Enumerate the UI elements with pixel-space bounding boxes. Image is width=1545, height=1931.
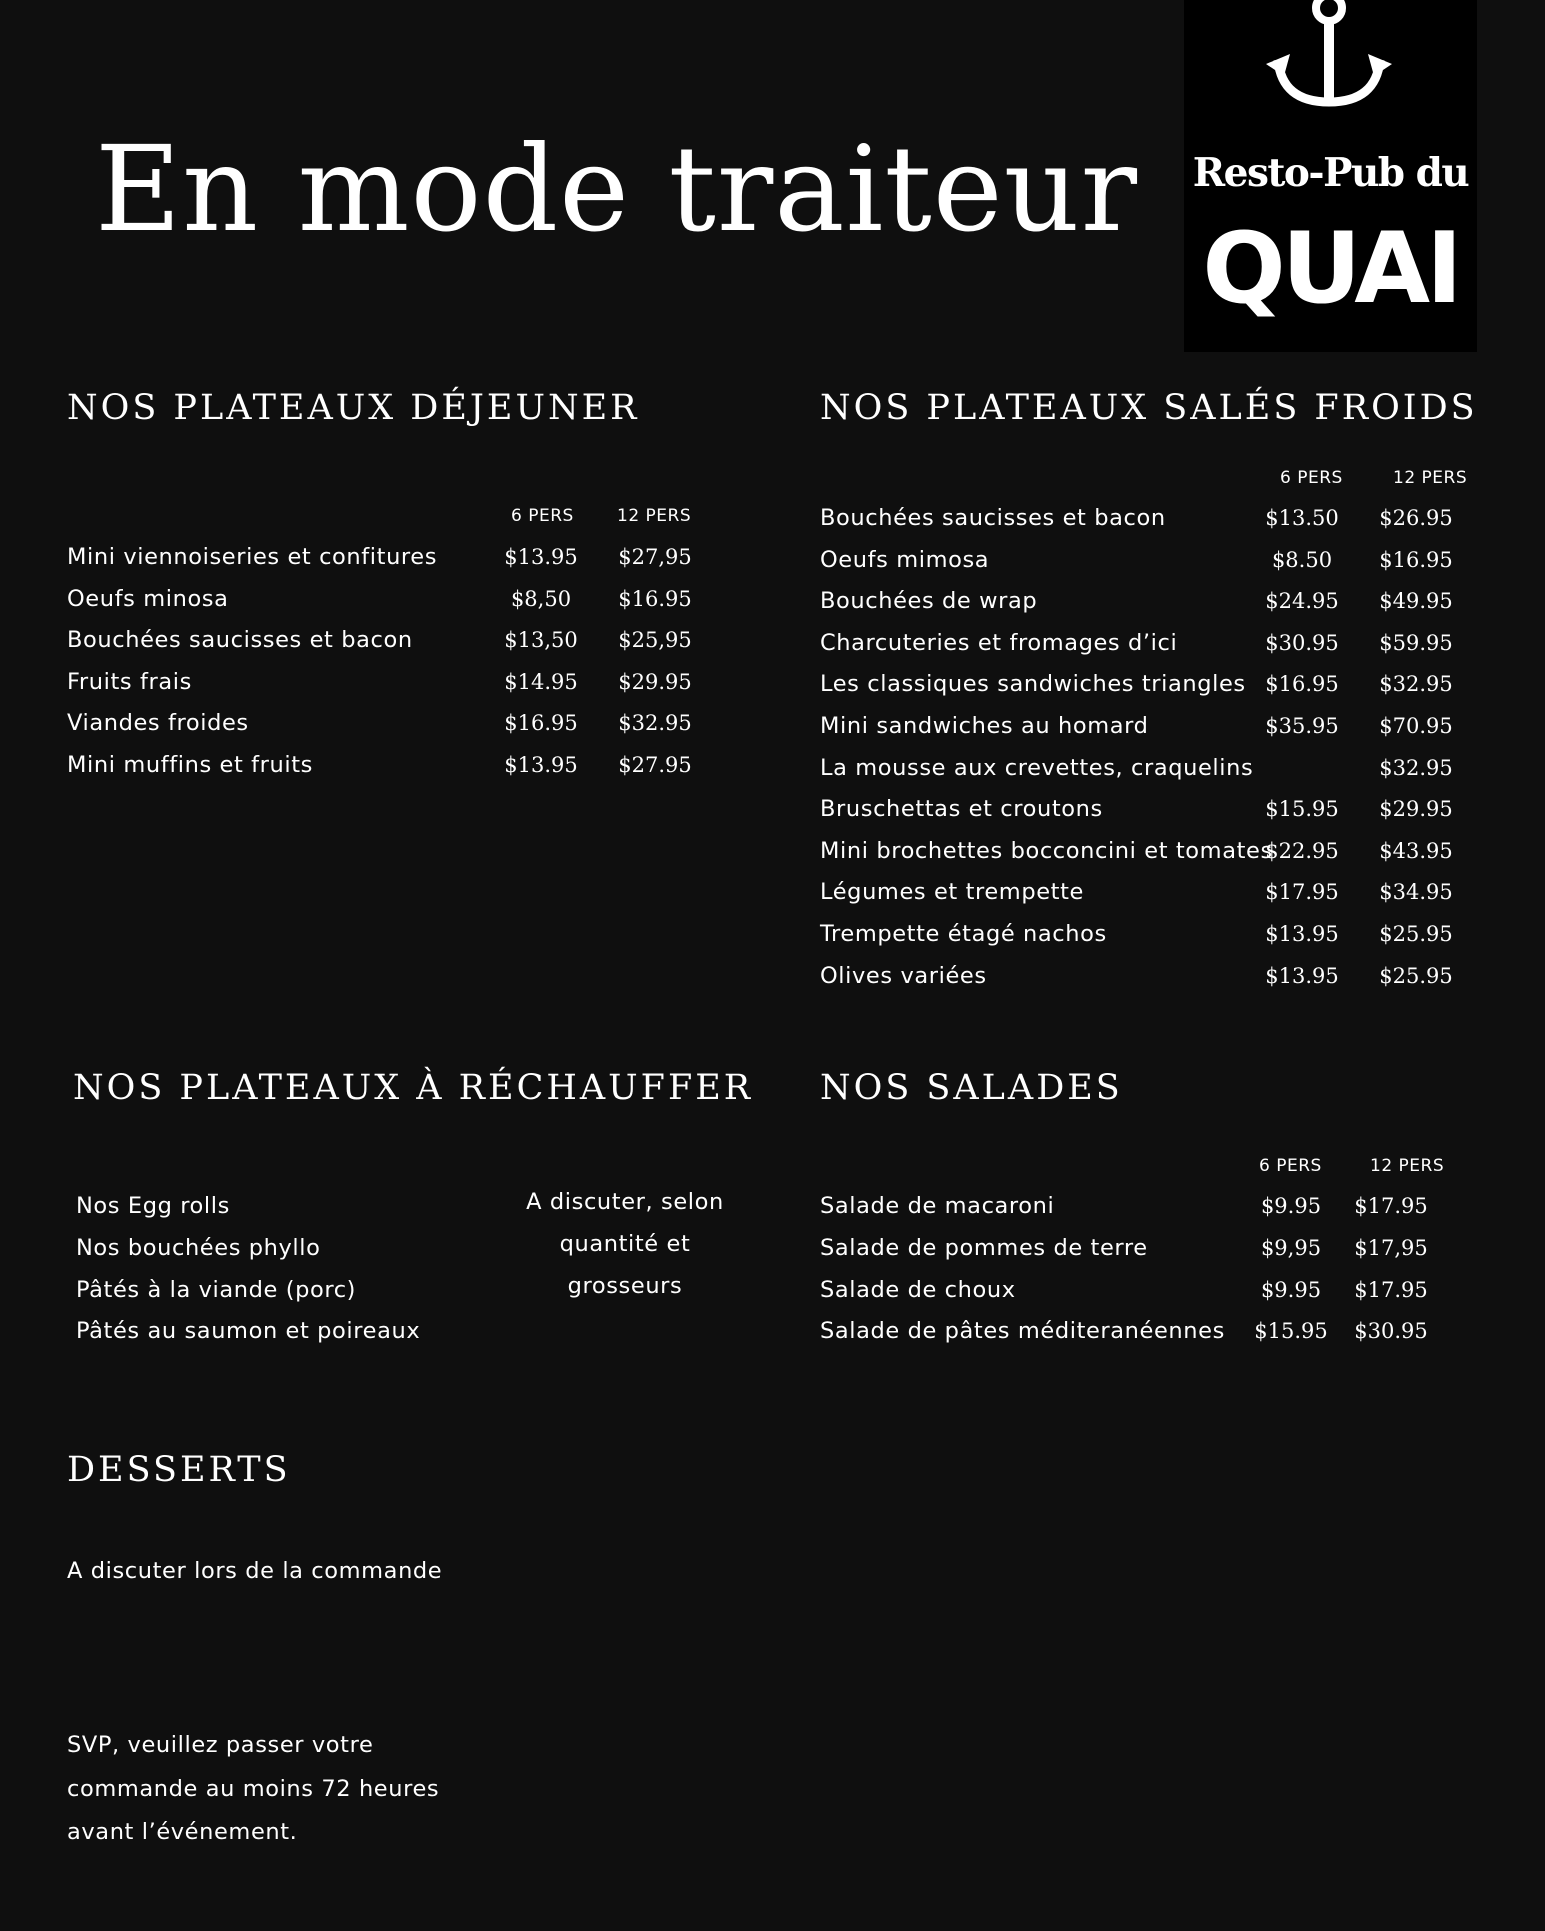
anchor-icon [1264, 0, 1394, 111]
menu-item-row [67, 584, 707, 614]
menu-item-row [76, 1316, 496, 1346]
menu-item-name: Bouchées de wrap [820, 588, 1038, 615]
menu-item-name: Olives variées [820, 962, 987, 989]
price-12pers: $25,95 [618, 628, 692, 653]
price-12pers: $29.95 [1379, 797, 1453, 822]
menu-item-name: Salade de pommes de terre [820, 1234, 1148, 1261]
price-6pers: $16.95 [504, 711, 578, 736]
price-12pers: $27.95 [618, 753, 692, 777]
menu-item-row [76, 1233, 496, 1263]
menu-item-name: Pâtés au saumon et poireaux [76, 1318, 421, 1345]
price-12pers: $49.95 [1379, 589, 1453, 614]
price-6pers: $9.95 [1260, 1277, 1322, 1302]
price-6pers: $17.95 [1265, 880, 1339, 905]
price-6pers: $13,50 [504, 628, 578, 653]
menu-item-row [820, 877, 1480, 907]
col-header-6pers: 6 PERS [511, 506, 574, 526]
menu-item-name: Légumes et trempette [820, 879, 1084, 906]
price-12pers: $43.95 [1379, 838, 1453, 863]
menu-item-row [820, 836, 1480, 866]
logo [1184, 0, 1477, 352]
page-title: En mode traiteur [95, 120, 1139, 258]
price-6pers: $13.95 [504, 545, 578, 569]
price-12pers: $16.95 [618, 586, 692, 611]
price-12pers: $17,95 [1354, 1235, 1428, 1260]
price-12pers: $30.95 [1354, 1319, 1428, 1344]
rechauffer-note: A discuter, selon quantité et grosseurs [526, 1189, 724, 1299]
menu-item-name: Charcuteries et fromages d’ici [820, 629, 1178, 656]
menu-item-row [820, 628, 1480, 658]
menu-item-row [76, 1275, 496, 1305]
menu-item-row [67, 625, 707, 655]
menu-item-row [67, 667, 707, 697]
desserts-text: A discuter lors de la commande [67, 1558, 443, 1584]
menu-item-row [820, 711, 1480, 741]
menu-item-name: Pâtés à la viande (porc) [76, 1276, 357, 1303]
price-12pers: $70.95 [1379, 714, 1453, 738]
menu-item-row [76, 1191, 496, 1221]
price-6pers: $13.95 [1265, 922, 1339, 946]
menu-item-name: Oeufs minosa [67, 585, 229, 612]
price-6pers: $22.95 [1265, 838, 1339, 863]
price-6pers: $35.95 [1265, 714, 1339, 738]
menu-item-name: La mousse aux crevettes, craquelins [820, 754, 1254, 781]
price-6pers: $15.95 [1265, 797, 1339, 822]
price-6pers: $13.95 [504, 753, 578, 777]
menu-item-name: Salade de choux [820, 1276, 1016, 1303]
section-heading-desserts: DESSERTS [67, 1450, 291, 1490]
section-heading-rechauffer: NOS PLATEAUX À RÉCHAUFFER [73, 1068, 754, 1108]
price-6pers: $13.95 [1265, 963, 1339, 988]
menu-item-name: Bouchées saucisses et bacon [67, 627, 413, 654]
menu-item-name: Nos bouchées phyllo [76, 1234, 321, 1261]
menu-item-name: Salade de macaroni [820, 1193, 1055, 1219]
menu-item-row [820, 919, 1480, 949]
price-6pers: $9.95 [1260, 1194, 1322, 1218]
price-6pers: $16.95 [1265, 672, 1339, 697]
menu-item-name: Salade de pâtes méditeranéennes [820, 1318, 1225, 1345]
menu-item-name: Mini brochettes bocconcini et tomates [820, 837, 1273, 864]
menu-item-name: Bruschettas et croutons [820, 796, 1103, 823]
menu-item-row [820, 503, 1480, 533]
price-12pers: $32.95 [618, 711, 692, 736]
price-6pers: $13.50 [1265, 506, 1339, 530]
menu-item-row [820, 586, 1480, 616]
col-header-12pers: 12 PERS [1370, 1156, 1445, 1176]
menu-item-name: Oeufs mimosa [820, 546, 990, 573]
menu-item-name: Mini sandwiches au homard [820, 713, 1149, 739]
menu-item-name: Les classiques sandwiches triangles [820, 671, 1246, 698]
price-12pers: $17.95 [1354, 1194, 1428, 1218]
menu-item-name: Viandes froides [67, 710, 249, 737]
menu-item-row [67, 750, 707, 780]
menu-item-name: Nos Egg rolls [76, 1193, 230, 1219]
price-12pers: $34.95 [1379, 880, 1453, 905]
price-12pers: $17.95 [1354, 1277, 1428, 1302]
menu-item-row [67, 708, 707, 738]
menu-item-row [820, 961, 1480, 991]
price-12pers: $16.95 [1379, 547, 1453, 572]
menu-item-row [67, 542, 707, 572]
menu-item-name: Bouchées saucisses et bacon [820, 505, 1166, 531]
price-12pers: $29.95 [618, 669, 692, 694]
col-header-12pers: 12 PERS [1393, 468, 1468, 488]
menu-item-row [820, 1316, 1460, 1346]
price-6pers: $30.95 [1265, 630, 1339, 655]
section-heading-salades: NOS SALADES [820, 1068, 1123, 1108]
logo-line2: QUAI [1202, 212, 1459, 326]
menu-item-row [820, 545, 1480, 575]
menu-item-row [820, 794, 1480, 824]
price-12pers: $27,95 [618, 545, 692, 569]
price-6pers: $24.95 [1265, 589, 1339, 614]
price-6pers: $8,50 [510, 586, 572, 611]
price-12pers: $32.95 [1379, 672, 1453, 697]
menu-item-row [820, 753, 1480, 783]
price-6pers: $15.95 [1254, 1319, 1328, 1344]
price-12pers: $26.95 [1379, 506, 1453, 530]
menu-item-row [820, 669, 1480, 699]
section-heading-sales-froids: NOS PLATEAUX SALÉS FROIDS [820, 388, 1478, 428]
price-6pers: $14.95 [504, 669, 578, 694]
logo-line1: Resto-Pub du [1192, 150, 1469, 196]
menu-item-name: Trempette étagé nachos [820, 921, 1107, 947]
menu-item-name: Mini viennoiseries et confitures [67, 544, 438, 570]
price-12pers: $25.95 [1379, 922, 1453, 946]
price-12pers: $25.95 [1379, 963, 1453, 988]
order-notice: SVP, veuillez passer votre commande au moins 72 heures avant l’événement. [67, 1732, 440, 1845]
menu-item-row [820, 1275, 1460, 1305]
menu-item-name: Mini muffins et fruits [67, 752, 313, 778]
col-header-12pers: 12 PERS [617, 506, 692, 526]
price-12pers: $32.95 [1379, 755, 1453, 780]
menu-item-row [820, 1191, 1460, 1221]
menu-item-name: Fruits frais [67, 668, 192, 695]
section-heading-dejeuner: NOS PLATEAUX DÉJEUNER [67, 388, 640, 428]
col-header-6pers: 6 PERS [1259, 1156, 1322, 1176]
menu-item-row [820, 1233, 1460, 1263]
price-12pers: $59.95 [1379, 630, 1453, 655]
price-6pers: $9,95 [1260, 1235, 1322, 1260]
price-6pers: $8.50 [1271, 547, 1333, 572]
col-header-6pers: 6 PERS [1280, 468, 1343, 488]
